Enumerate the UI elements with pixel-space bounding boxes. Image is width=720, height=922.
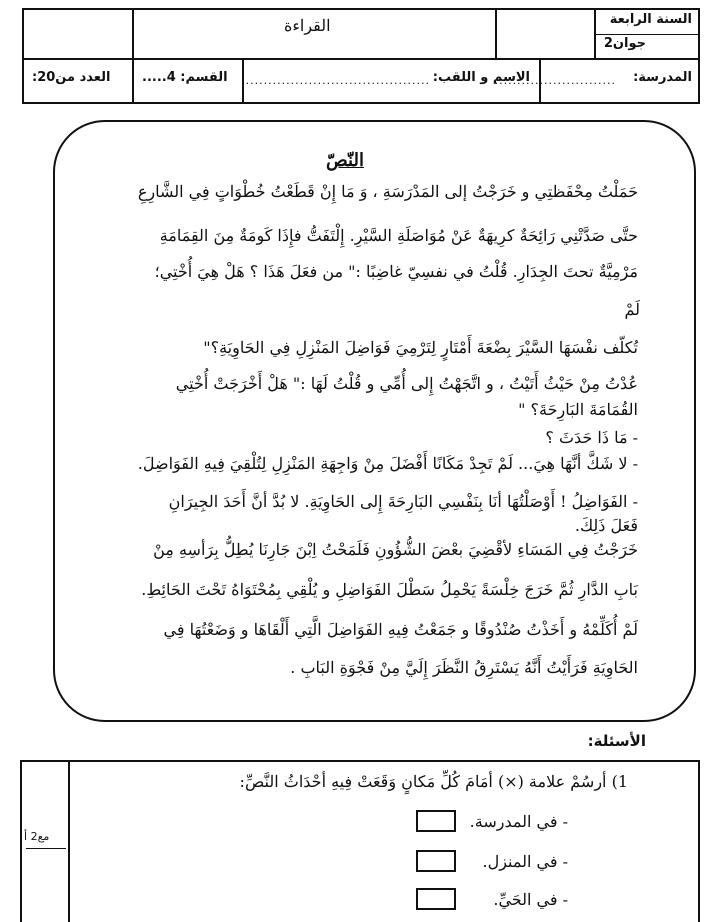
header-divider (594, 34, 698, 35)
header-divider (594, 10, 596, 58)
section-label: القسم: 4..... (142, 70, 228, 85)
text-line: لَمْ أُكَلِّمْهُ و أَخَذْتُ صُنْدُوقًا و جَمَعْتُ فِيهِ الفَوَاضِلَ الَّتِي أَلْقَاهَا و وَضَعْتُهَا فِي (163, 620, 638, 639)
header-divider (24, 58, 698, 60)
grade-underline (26, 848, 66, 849)
header-divider (495, 10, 497, 58)
text-line: فَعَلَ ذَلِكَ. (574, 516, 638, 535)
year-label: السنة الرابعة (609, 12, 692, 27)
option-checkbox[interactable] (416, 888, 456, 910)
school-field[interactable]: ........................... (494, 74, 616, 87)
text-line: - لا شَكَّ أنَّهَا هِيَ... لَمْ تَجِدْ مَكَانًا أَفْضَلَ مِنْ وَاجِهَةِ المَنْزِلِ لِتُلْقِيَ فِيهِ الفَوَاضِلَ. (137, 454, 638, 473)
option-label: - في المدرسة. (469, 812, 568, 831)
name-label: الاسم و اللقب: (432, 70, 530, 85)
grade-column-divider (68, 762, 70, 922)
header-divider (132, 58, 134, 102)
grade-label: مع2 أ (24, 830, 50, 843)
text-line: حَمَلْتُ مِحْفَظتِي و خَرَجْتُ إلى المَدْرَسَةِ ، وَ مَا إِنْ قَطَعْتُ خُطْوَاتٍ فِي الشَّارِعِ (137, 182, 638, 201)
score-label: العدد من20: (32, 70, 111, 85)
text-line: خَرَجْتُ فِي المَسَاءِ لأقْضِيَ بعْضَ الشُّؤُونِ فَلَمَحْتُ اِبْنَ جَارِنَا يُطِلُّ بِرَأسِهِ مِنْ (153, 540, 638, 559)
text-line: بَابِ الدَّارِ ثُمَّ خَرَجَ خِلْسَةً يَحْمِلُ سَطْلَ الفَوَاضِلِ و يُلْقِي بِمُحْتَوَاهُ تَحْتَ الحَائِطِ. (141, 580, 638, 599)
header-table (22, 8, 700, 104)
name-field[interactable]: ......................................... (245, 74, 430, 87)
header-divider (242, 58, 244, 102)
subject-title: القراءة (284, 16, 331, 35)
question-1-text: 1) أرسُمْ علامة (×) أمَامَ كُلِّ مَكانٍ وَقَعَتْ فِيهِ أحْدَاثُ النَّصِّ: (239, 772, 628, 791)
option-checkbox[interactable] (416, 810, 456, 832)
text-line: عُدْتُ مِنْ حَيْثُ أَتَيْتُ ، و اتَّجَهْتُ إِلى أُمِّي و قُلْتُ لَهَا :" هَلْ أَخْرَجَتْ أُخْتِي (175, 374, 638, 393)
option-label: - في الحَيِّ. (493, 890, 568, 909)
option-label: - في المنزل. (482, 852, 568, 871)
text-line: القُمَامَةَ البَارِحَةَ؟ " (518, 400, 638, 419)
text-line: - مَا ذَا حَدَثَ ؟ (545, 428, 638, 447)
school-label: المدرسة: (633, 70, 692, 85)
text-line: حتَّى صَدَّتْنِي رَائِحَةٌ كرِيهَةٌ عَنْ مُوَاصَلَةِ السَّيْرِ. إِلْتَفَتُّ فإِذَا كَومَةٌ مِنَ القِمَامَةِ (159, 226, 638, 245)
text-line: لَمْ (624, 300, 640, 319)
option-checkbox[interactable] (416, 850, 456, 872)
text-line: تُكلّف نفْسَهَا السَّيْرَ بِضْعَةَ أَمْتَارٍ لِتَرْمِيَ فَوَاضِلَ المَنْزِلِ فِي الحَاوِيَةِ؟" (203, 338, 638, 357)
header-divider (132, 10, 134, 58)
month-label: جوان2 (603, 36, 646, 51)
text-line: الحَاوِيَةِ فَرَأَيْتُ أَنَّهُ يَسْتَرِقُ النَّظَرَ إِلَيَّ مِنْ فَجْوَةِ البَابِ . (290, 658, 638, 677)
questions-heading: الأسئلة: (587, 732, 646, 750)
text-line: مَرْمِيَّةٌ تحتَ الجِدَارِ. قُلْتُ في نفسِيّ غاضِبًا :" من فعَلَ هَذَا ؟ هَلْ هِيَ أُخْتِي؛ (154, 262, 638, 281)
text-line: - الفَوَاضِلُ ! أَوْصَلْتُهَا أنَا بِنَفْسِي البَارِحَةَ إِلى الحَاوِيَةِ. لا بُدَّ أنَّ أَحَدَ الجِيرَانِ (168, 492, 638, 511)
text-title: النّصّ (326, 150, 364, 171)
